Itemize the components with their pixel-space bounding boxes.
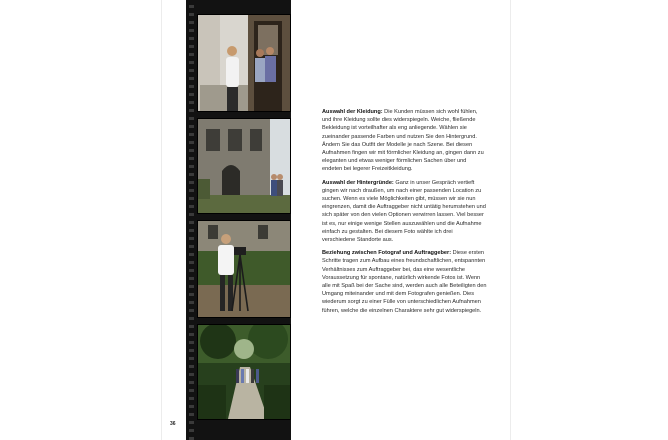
film-sprocket-holes [189,0,194,440]
section-body: Ganz in unser Gespräch vertieft gingen wir nach draußen, um nach einer passenden Location zu suchen. Wenn es viele Möglichkeiten gibt, müssen wir sie nun eingrenzen, damit die Auftraggeber nicht untätig herumstehen und sich später von den vielen Optionen verwirren lassen. Viel besser ist es, nur einige wenige Stellen auszuwählen und die Aufnahme einfach zu gestalten. Bei diesem Foto wählte ich drei verschiedene Standorte aus. [322,179,486,244]
photo-frame-2 [197,118,291,214]
photo-building-couple-icon [198,119,290,213]
section-body: Die Kunden müssen sich wohl fühlen, und ihre Kleidung sollte dies widerspiegeln. Weiche, fließende Bekleidung ist vorteilhafter als eng anliegende. Wählen sie zueinander passende Farben und nutzen Sie den Hintergrund. Ändern Sie das Outfit der Modelle je nach Szene. Bei diesen Aufnahmen fingen wir mit förmlicher Kleidung an, gingen dann zu eleganten und etwas weniger förmlichen Sachen über und endeten bei legerer Freizeitkleidung. [322,109,484,173]
section-body: Diese ersten Schritte tragen zum Aufbau eines freundschaftlichen, entspannten Verhältnisses zum Auftraggeber bei, das eine wesentliche Voraussetzung für spontane, natürlich wirkende Fotos ist. Wenn alle mit Spaß bei der Sache sind, werden auch alle Beteiligten den Umgang miteinander und mit dem Fotografen genießen. Dies wiederum sorgt zu einer Fülle von unterschiedlichen Aufnahmen führen, welche die einzelnen Charaktere sehr gut widerspiegeln. [322,250,487,314]
section-backgrounds [322,179,487,245]
section-heading: Auswahl der Hintergründe: [322,179,394,186]
photo-frame-4 [197,324,291,420]
article-text [322,108,487,320]
section-relationship [322,249,487,315]
section-heading: Auswahl der Kleidung: [322,109,383,115]
photo-frame-3 [197,220,291,318]
photo-photographer-tripod-icon [198,221,290,317]
photo-frame-1 [197,14,291,112]
photo-doorway-clients-icon [198,15,290,111]
page-number: 36 [170,421,176,427]
section-heading: Beziehung zwischen Fotograf und Auftraggeber: [322,250,452,257]
photo-tree-path-group-icon [198,325,290,419]
section-clothing [322,108,487,174]
